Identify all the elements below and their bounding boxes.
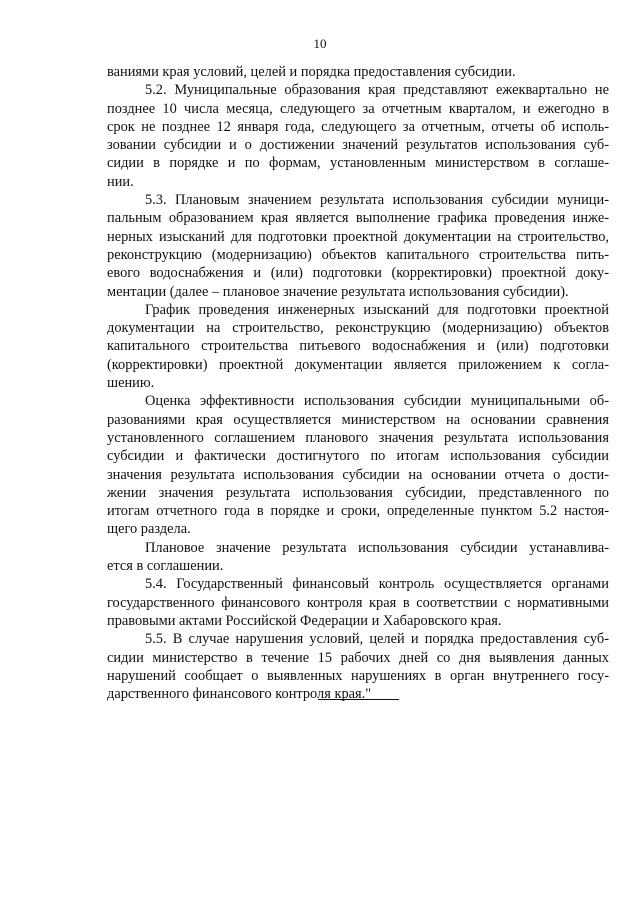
text-line: нерных изысканий для подготовки проектной документации на строительство, (107, 228, 609, 245)
text-line: дарственного финансового контроля края." (107, 686, 372, 703)
text-line: нарушений сообщает о выявленных нарушениях в орган внутреннего госу- (107, 667, 609, 684)
text-line: 5.5. В случае нарушения условий, целей и порядка предоставления суб- (145, 631, 609, 648)
text-line: (корректировки) проектной документации является приложением к согла- (107, 356, 609, 373)
text-line: ментации (далее – плановое значение результата использования субсидии). (107, 283, 569, 300)
text-line: евого водоснабжения и (или) подготовки (корректировки) проектной доку- (107, 265, 609, 282)
text-line: нии. (107, 173, 134, 190)
text-line: ваниями края условий, целей и порядка предоставления субсидии. (107, 64, 516, 80)
paragraph-efficiency-assessment (107, 392, 609, 538)
text-line: разованиями края осуществляется министерством на основании сравнения (107, 411, 609, 428)
text-line: позднее 10 числа месяца, следующего за отчетным кварталом, и ежегодно в (107, 100, 609, 117)
text-line: Оценка эффективности использования субсидии муниципальными об- (145, 393, 609, 410)
paragraph-5-5 (107, 630, 609, 703)
text-line: щего раздела. (107, 521, 191, 538)
page-number: 10 (313, 36, 327, 51)
text-line: 5.4. Государственный финансовый контроль осуществляется органами (145, 576, 609, 593)
text-line: зовании субсидии и о достижении значений результатов использования суб- (107, 137, 609, 154)
text-line: сидии в порядке и по формам, установленным министерством в соглаше- (107, 155, 609, 172)
paragraph-5-4 (107, 575, 609, 630)
document-body (107, 63, 609, 703)
paragraph-5-3 (107, 191, 609, 301)
text-line: государственного финансового контроля края в соответствии с нормативными (107, 594, 609, 611)
text-line: реконструкцию (модернизацию) объектов капитального строительства пить- (107, 246, 609, 263)
text-line: пальным образованием края является выполнение графика проведения инже- (107, 210, 609, 227)
text-line: ется в соглашении. (107, 558, 224, 575)
paragraph-5-2 (107, 81, 609, 191)
text-line: жении значения результата использования субсидии, представленного по (107, 484, 609, 501)
end-separator-line (318, 699, 399, 700)
text-line: капитального строительства питьевого водоснабжения и (или) подготовки (107, 338, 609, 355)
text-line: срок не позднее 12 января года, следующего за отчетным, отчеты об исполь- (107, 118, 609, 135)
text-line: сидии министерство в течение 15 рабочих дней со дня выявления данных (107, 649, 609, 666)
text-line: правовыми актами Российской Федерации и Хабаровского края. (107, 612, 502, 629)
text-line: значения результата использования субсидии на основании отчета о дости- (107, 466, 609, 483)
text-line: субсидии и фактически достигнутого по итогам использования субсидии (107, 448, 609, 465)
paragraph-planned-value (107, 539, 609, 576)
text-line: Плановое значение результата использования субсидии устанавлива- (145, 539, 609, 556)
text-line: шению. (107, 375, 155, 392)
paragraph-continuation (107, 63, 609, 81)
text-line: 5.3. Плановым значением результата использования субсидии муници- (145, 192, 609, 209)
text-line: График проведения инженерных изысканий для подготовки проектной (145, 301, 609, 318)
text-line: установленного соглашением планового значения результата использования (107, 429, 609, 446)
paragraph-schedule (107, 301, 609, 392)
text-line: итогам отчетного года в порядке и сроки, определенные пунктом 5.2 настоя- (107, 503, 609, 520)
text-line: 5.2. Муниципальные образования края представляют ежеквартально не (145, 82, 609, 99)
text-line: документации на строительство, реконструкцию (модернизацию) объектов (107, 320, 609, 337)
